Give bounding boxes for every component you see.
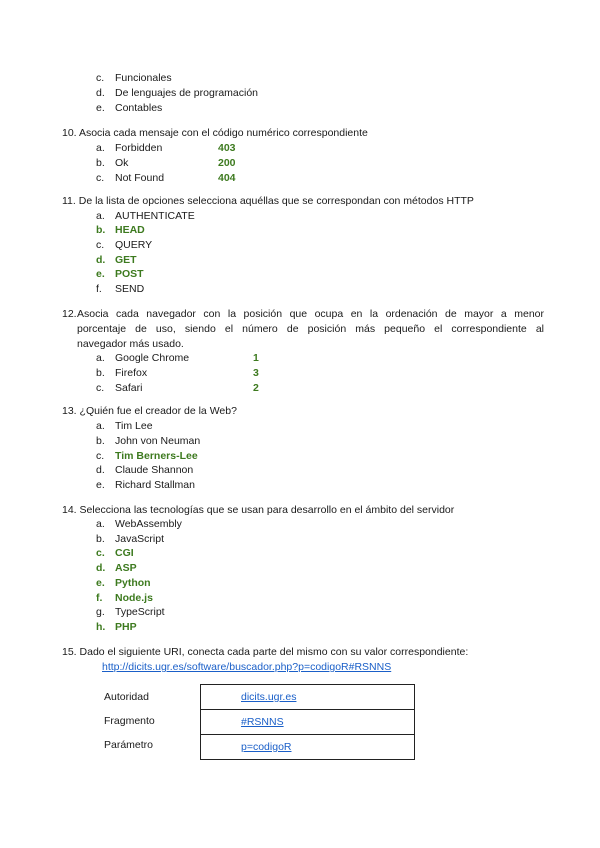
uri-part-label: Fragmento (104, 715, 155, 727)
question-text: 13. ¿Quién fue el creador de la Web? (62, 405, 237, 417)
question-text-line: navegador más usado. (77, 338, 184, 350)
fragment-link[interactable]: #RSNNS (241, 716, 284, 728)
question-text: 15. Dado el siguiente URI, conecta cada parte del mismo con su valor correspondiente: (62, 646, 469, 658)
match-answer: 200 (218, 157, 236, 169)
uri-value-cell (201, 710, 414, 735)
document-page: c. Funcionales d. De lenguajes de programación e. Contables 10. Asocia cada mensaje con el código numérico correspondiente a. Forbidden 403 b. Ok 200 c. Not Found 404 11. De la lista de opciones selecciona aquéllas que se correspondan con métodos HTTP a. AUTHENTICATE b. HEAD c. QUERY d. GET e. POST f. SEND 12. Asocia cada navegador con la posición que ocupa en la ordenación de mayor a menor porcentaje de uso, siendo el número de posición más pequeño el correspondiente al navegador más usado. a. Google Chrome 1 b. Firefox 3 c. Safari 2 13. ¿Quién fue el creador de la Web? a. Tim Lee b. John von Neuman c. Tim Berners-Lee d. Claude Shannon e. Richard Stallman 14. Selecciona las tecnologías que se usan para desarrollo en el ámbito del servidor a. WebAssembly b. JavaScript c. CGI d. ASP e. Python f. Node.js g. TypeScript h. PHP 15. Dado el siguiente URI, conecta cada parte del mismo con su valor correspondiente: http://dicits.ugr.es/software/buscador.php?p=codigoR#RSNNS Autoridad Fragmento Parámetro dicits.ugr.es #RSNNS p=codigoR (0, 0, 600, 848)
uri-part-label: Parámetro (104, 739, 154, 751)
question-text: 14. Selecciona las tecnologías que se usan para desarrollo en el ámbito del servidor (62, 504, 455, 516)
question-number: 12. (62, 308, 77, 320)
uri-link[interactable]: http://dicits.ugr.es/software/buscador.php?p=codigoR#RSNNS (102, 661, 392, 673)
match-answer: 404 (218, 172, 236, 184)
match-answer: 3 (253, 367, 259, 379)
uri-part-label: Autoridad (104, 691, 149, 703)
uri-values-table (200, 684, 415, 760)
question-text-line: Asocia cada navegador con la posición que ocupa en la ordenación de mayor a menor (77, 308, 544, 320)
question-text: 10. Asocia cada mensaje con el código numérico correspondiente (62, 127, 368, 139)
authority-link[interactable]: dicits.ugr.es (241, 691, 297, 703)
match-answer: 1 (253, 352, 259, 364)
match-answer: 2 (253, 382, 259, 394)
match-answer: 403 (218, 142, 236, 154)
parameter-link[interactable]: p=codigoR (241, 741, 292, 753)
uri-value-cell (201, 735, 414, 759)
uri-value-cell (201, 685, 414, 710)
question-text-line: porcentaje de uso, siendo el número de posición más pequeño el correspondiente al (77, 323, 544, 335)
question-text: 11. De la lista de opciones selecciona aquéllas que se correspondan con métodos HTTP (62, 195, 474, 207)
